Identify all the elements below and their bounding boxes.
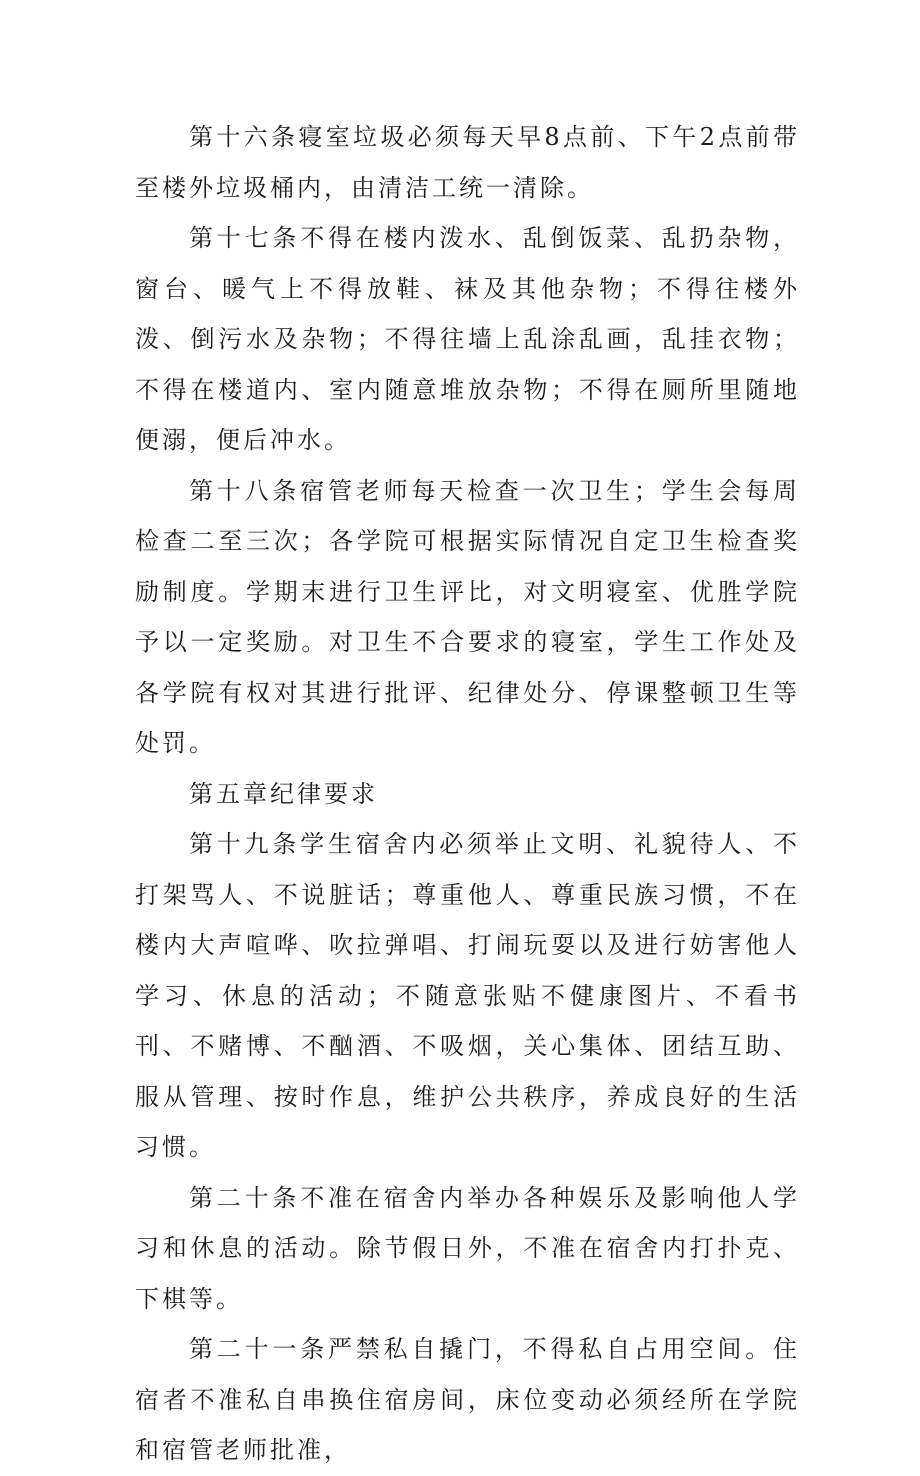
chapter-5-heading: 第五章纪律要求	[189, 779, 378, 808]
article-19-paragraph: 第十九条学生宿舍内必须举止文明、礼貌待人、不打架骂人、不说脏话；尊重他人、尊重民族习惯，不在楼内大声喧哗、吹拉弹唱、打闹玩耍以及进行妨害他人学习、休息的活动；不随意张贴不健康图片、不看书刊、不赌博、不酗酒、不吸烟，关心集体、团结互助、服从管理、按时作息，维护公共秩序，养成良好的生活习惯。	[135, 830, 800, 1161]
document-body	[135, 112, 800, 1476]
article-21-paragraph: 第二十一条严禁私自撬门，不得私自占用空间。住宿者不准私自串换住宿房间，床位变动必须经所在学院和宿管老师批准，	[135, 1335, 800, 1464]
article-16-paragraph: 第十六条寝室垃圾必须每天早8点前、下午2点前带至楼外垃圾桶内，由清洁工统一清除。	[135, 123, 800, 202]
article-18-paragraph: 第十八条宿管老师每天检查一次卫生；学生会每周检查二至三次；各学院可根据实际情况自定卫生检查奖励制度。学期末进行卫生评比，对文明寝室、优胜学院予以一定奖励。对卫生不合要求的寝室，学生工作处及各学院有权对其进行批评、纪律处分、停课整顿卫生等处罚。	[135, 476, 800, 757]
article-17-paragraph: 第十七条不得在楼内泼水、乱倒饭菜、乱扔杂物，窗台、暖气上不得放鞋、袜及其他杂物；不得往楼外泼、倒污水及杂物；不得往墙上乱涂乱画，乱挂衣物；不得在楼道内、室内随意堆放杂物；不得在厕所里随地便溺，便后冲水。	[135, 224, 800, 454]
article-20-paragraph: 第二十条不准在宿舍内举办各种娱乐及影响他人学习和休息的活动。除节假日外，不准在宿舍内打扑克、下棋等。	[135, 1183, 800, 1313]
